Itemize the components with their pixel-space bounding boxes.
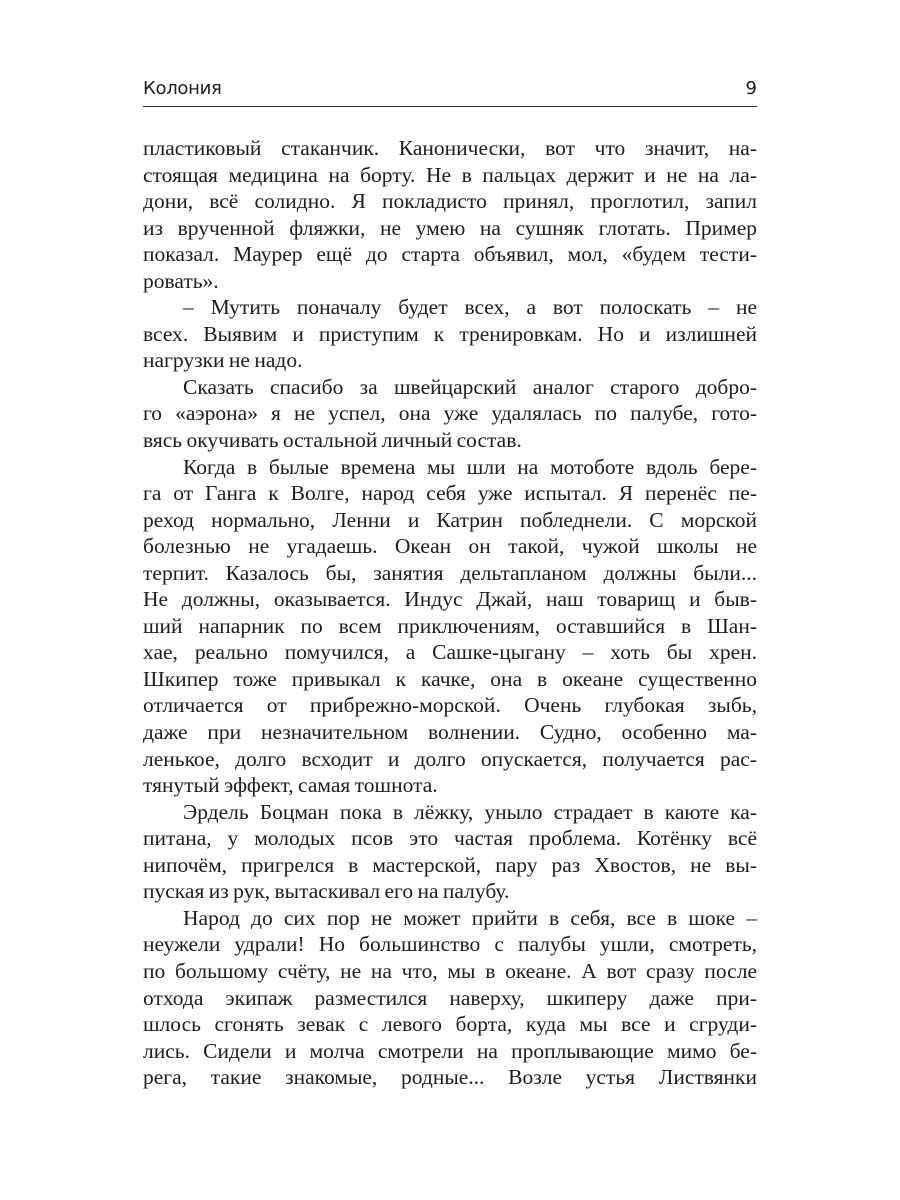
- paragraph: [143, 454, 757, 799]
- text-line: ровать».: [143, 268, 219, 293]
- text-line: показал. Маурер ещё до старта объявил, мол, «будем тести-: [143, 242, 757, 267]
- text-line: даже при незначительном волнении. Судно, особенно ма-: [143, 720, 757, 745]
- text-line: – Мутить поначалу будет всех, а вот полоскать – не: [183, 295, 757, 320]
- text-line: хае, реально помучился, а Сашке-цыгану – хоть бы хрен.: [143, 640, 757, 665]
- text-line: Эрдель Боцман пока в лёжку, уныло страдает в каюте ка-: [183, 799, 757, 824]
- text-line: питана, у молодых псов это частая проблема. Котёнку всё: [143, 826, 757, 851]
- text-line: га от Ганга к Волге, народ себя уже испытал. Я перенёс пе-: [143, 481, 757, 506]
- text-line: из врученной фляжки, не умею на сушняк глотать. Пример: [143, 215, 757, 240]
- text-line: тянутый эффект, самая тошнота.: [143, 773, 438, 798]
- text-line: ленькое, долго всходит и долго опускается, получается рас-: [143, 746, 757, 771]
- text-line: Когда в былые времена мы шли на мотоботе вдоль бере-: [183, 454, 757, 479]
- text-line: Не должны, оказывается. Индус Джай, наш товарищ и быв-: [143, 587, 757, 612]
- text-line: нагрузки не надо.: [143, 348, 303, 373]
- text-line: болезнью не угадаешь. Океан он такой, чужой школы не: [143, 534, 757, 559]
- text-line: дони, всё солидно. Я покладисто принял, проглотил, запил: [143, 189, 757, 214]
- text-line: по большому счёту, не на что, мы в океане. А вот сразу после: [143, 958, 757, 983]
- text-line: вясь окучивать остальной личный состав.: [143, 428, 522, 453]
- text-line: реход нормально, Ленни и Катрин побледнели. С морской: [143, 507, 757, 532]
- text-line: го «аэрона» я не успел, она уже удалялась по палубе, гото-: [143, 401, 757, 426]
- text-line: нипочём, пригрелся в мастерской, пару раз Хвостов, не вы-: [143, 852, 757, 877]
- paragraph: [143, 135, 757, 294]
- paragraph: [143, 799, 757, 905]
- paragraph: [143, 374, 757, 454]
- text-line: Сказать спасибо за швейцарский аналог старого добро-: [183, 374, 757, 399]
- text-line: терпит. Казалось бы, занятия дельтапланом должны были...: [143, 560, 757, 585]
- text-line: отличается от прибрежно-морской. Очень глубокая зыбь,: [143, 693, 757, 718]
- text-line: Шкипер тоже привыкал к качке, она в океане существенно: [143, 666, 757, 691]
- paragraph: [143, 294, 757, 374]
- page-number: 9: [745, 78, 757, 99]
- text-line: пластиковый стаканчик. Канонически, вот что значит, на-: [143, 136, 757, 160]
- text-line: отхода экипаж разместился наверху, шкиперу даже при-: [143, 985, 757, 1010]
- text-line: рега, такие знакомые, родные... Возле устья Листвянки: [143, 1065, 757, 1090]
- text-line: ший напарник по всем приключениям, оставшийся в Шан-: [143, 613, 757, 638]
- running-header: [143, 76, 757, 107]
- text-line: Народ до сих пор не может прийти в себя, все в шоке –: [183, 905, 757, 930]
- text-line: всех. Выявим и приступим к тренировкам. Но и излишней: [143, 321, 757, 346]
- text-line: неужели удрали! Но большинство с палубы ушли, смотреть,: [143, 932, 757, 957]
- text-line: пуская из рук, вытаскивал его на палубу.: [143, 879, 510, 904]
- text-line: шлось сгонять зевак с левого борта, куда мы все и сгруди-: [143, 1012, 757, 1037]
- text-line: лись. Сидели и молча смотрели на проплывающие мимо бе-: [143, 1038, 757, 1063]
- running-title: Колония: [143, 78, 222, 99]
- body-text: [143, 135, 757, 1091]
- text-line: стоящая медицина на борту. Не в пальцах держит и не на ла-: [143, 162, 757, 187]
- paragraph: [143, 905, 757, 1091]
